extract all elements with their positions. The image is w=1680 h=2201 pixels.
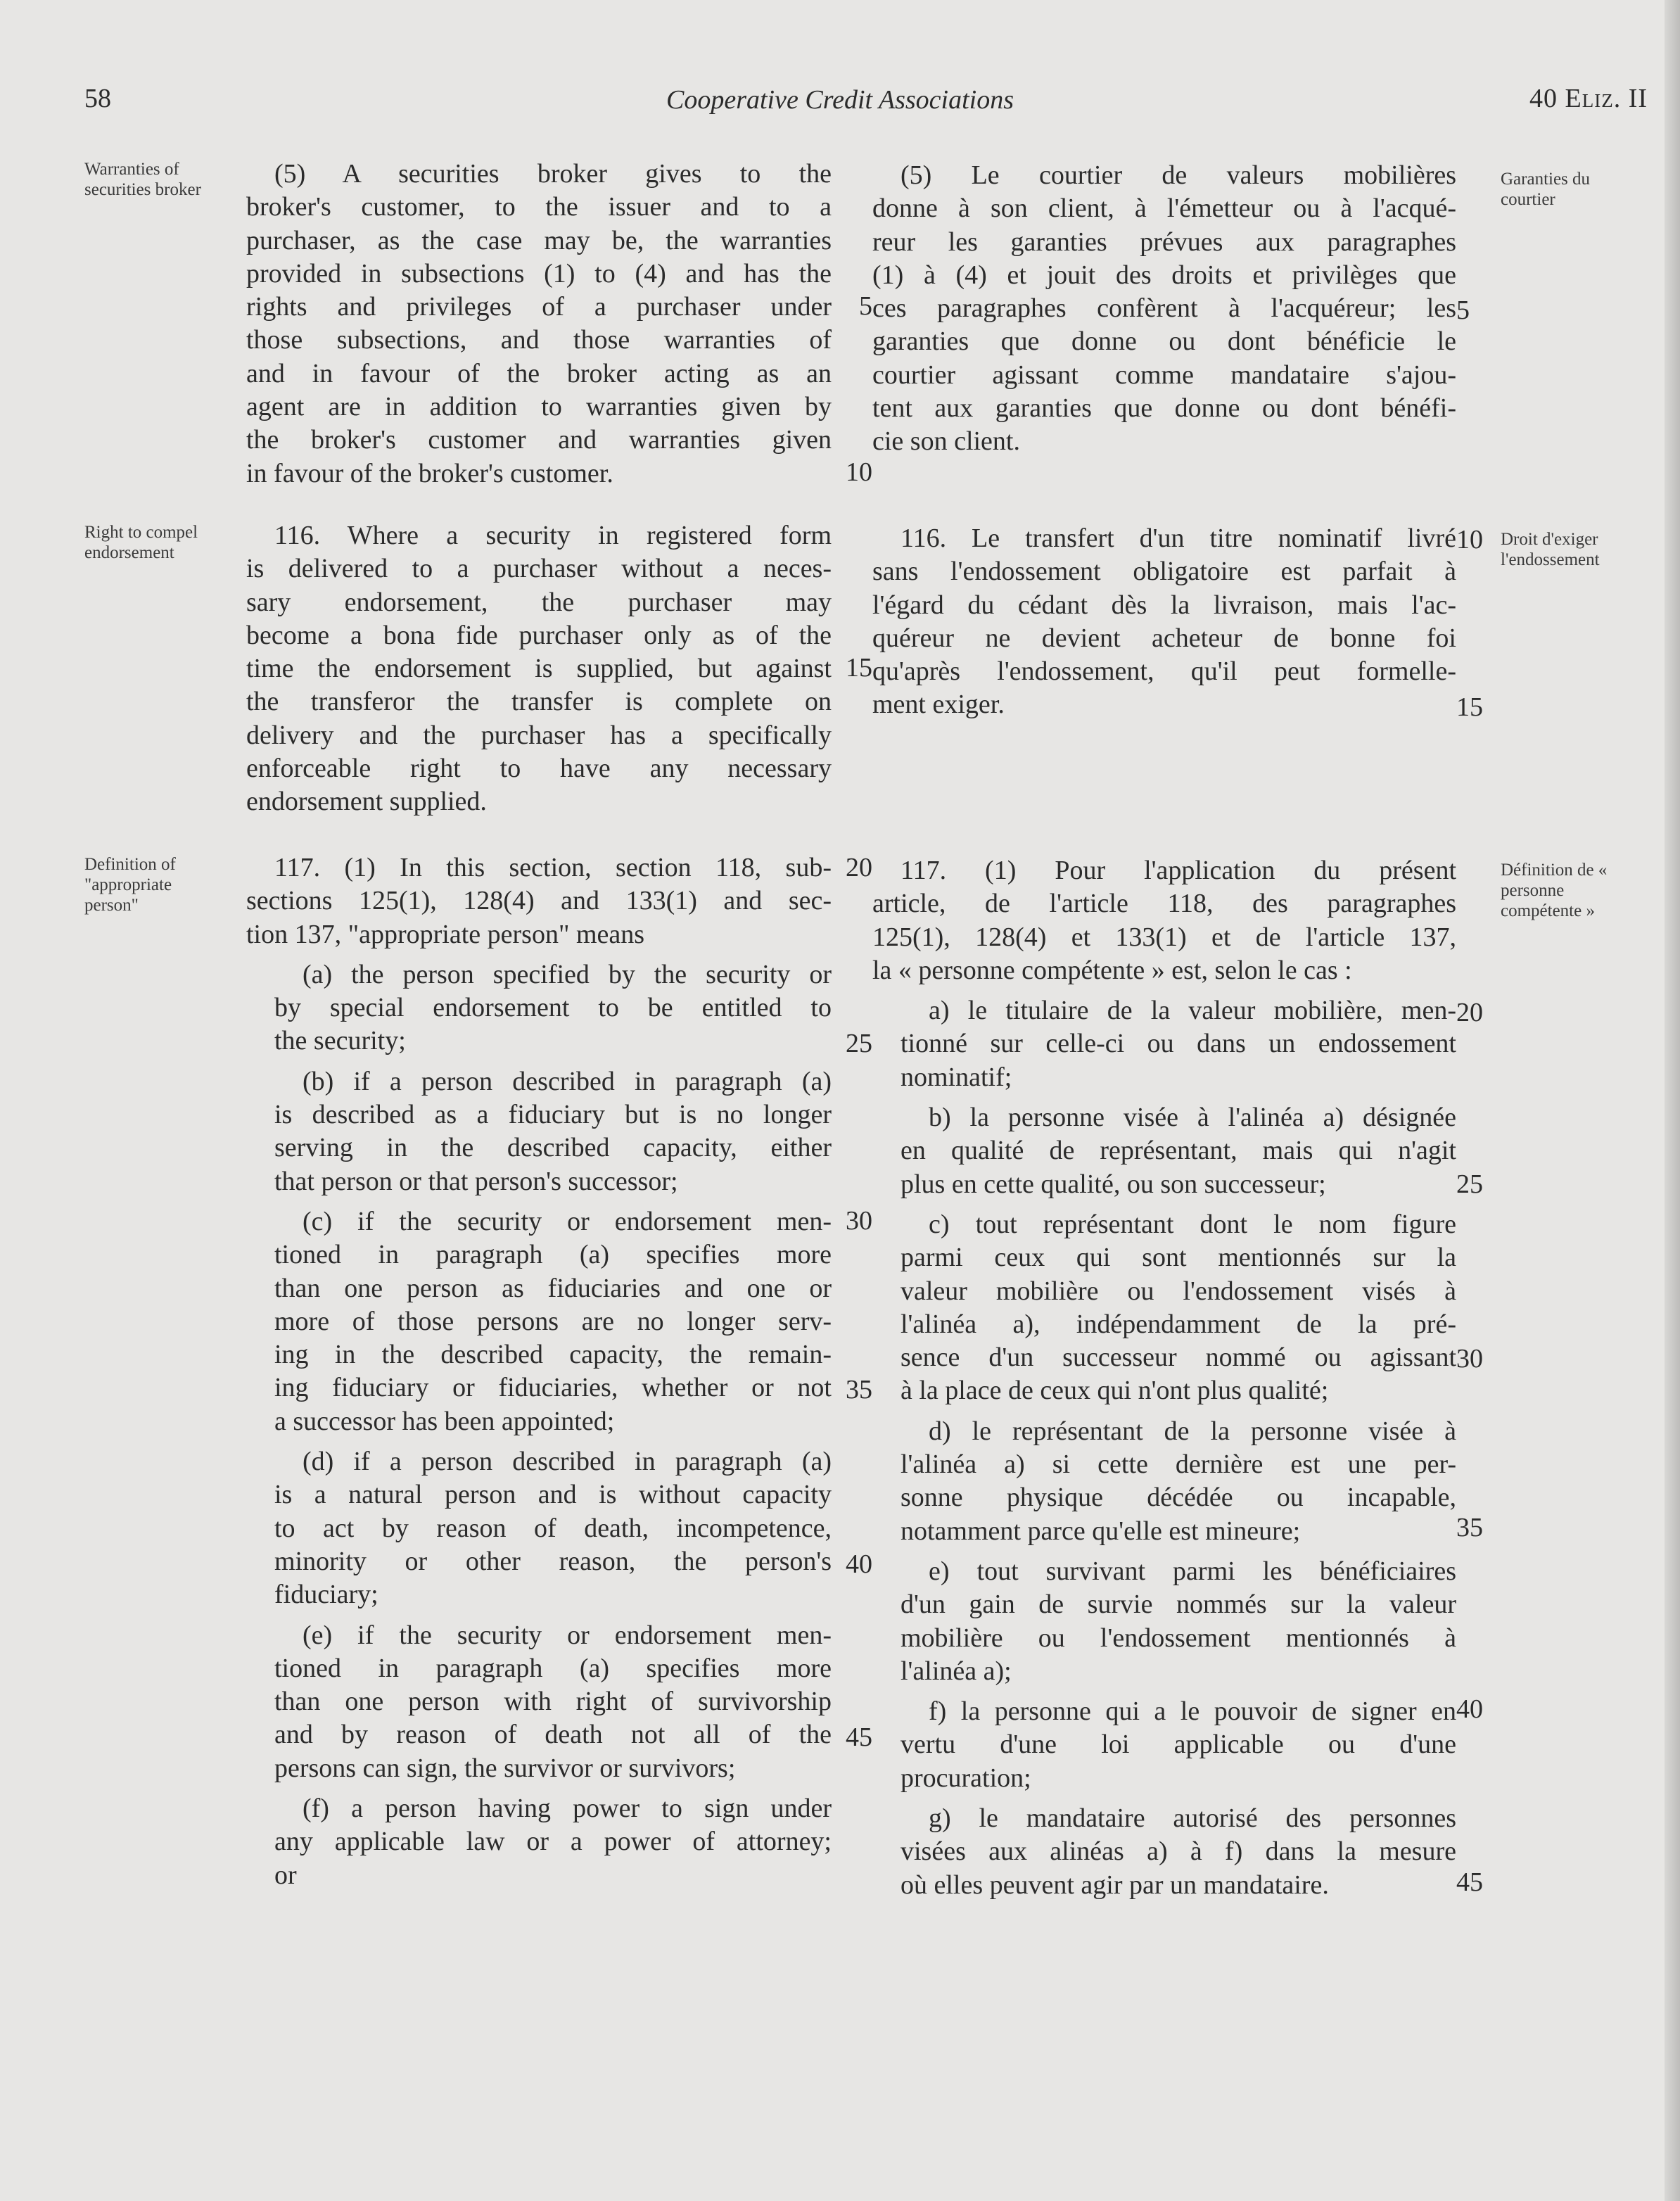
fr-paragraph-c	[872, 1208, 1456, 1408]
text-line: b) la personne visée à l'alinéa a) désignée	[929, 1103, 1456, 1133]
margin-note-right-to-compel-en: Right to compel endorsement	[84, 523, 198, 562]
text-line: enforceable right to have any necessary	[246, 754, 832, 784]
text-line: la « personne compétente » est, selon le cas :	[872, 955, 1352, 985]
text-line: g) le mandataire autorisé des personnes	[929, 1803, 1456, 1834]
text-line: où elles peuvent agir par un mandataire.	[901, 1870, 1329, 1900]
en-paragraph-b	[246, 1065, 832, 1198]
text-line: nominatif;	[901, 1062, 1012, 1092]
line-number-en: 25	[846, 1029, 872, 1058]
text-line: plus en cette qualité, ou son successeur;	[901, 1169, 1326, 1199]
text-line: valeur mobilière ou l'endossement visés à	[901, 1276, 1456, 1306]
line-number-fr: 20	[1456, 998, 1483, 1027]
text-line: and in favour of the broker acting as an	[246, 358, 832, 388]
fr-paragraph-g	[872, 1802, 1456, 1902]
line-number-fr: 15	[1456, 692, 1483, 722]
text-line: ces paragraphes confèrent à l'acquéreur; les	[872, 293, 1456, 324]
fr-paragraph-b	[872, 1101, 1456, 1201]
line-number-fr: 25	[1456, 1169, 1483, 1199]
line-number-fr: 45	[1456, 1867, 1483, 1897]
text-line: purchaser, as the case may be, the warranties	[246, 225, 832, 255]
line-number-fr: 10	[1456, 525, 1483, 554]
english-section-116	[246, 519, 832, 819]
text-line: procuration;	[901, 1763, 1031, 1793]
text-line: donne à son client, à l'émetteur ou à l'acqué-	[872, 194, 1456, 224]
text-line: vertu d'une loi applicable ou d'une	[901, 1730, 1456, 1760]
text-line: (d) if a person described in paragraph (a)	[303, 1447, 832, 1477]
text-line: d) le représentant de la personne visée à	[929, 1416, 1456, 1446]
text-line: (b) if a person described in paragraph (a)	[303, 1066, 832, 1096]
line-number-en: 5	[859, 291, 872, 321]
text-line: than one person as fiduciaries and one or	[274, 1273, 832, 1303]
text-line: d'un gain de survie nommés sur la valeur	[901, 1590, 1456, 1620]
line-number-fr: 5	[1456, 296, 1470, 325]
text-line: 116. Le transfert d'un titre nominatif livré	[901, 524, 1456, 553]
text-line: notamment parce qu'elle est mineure;	[901, 1516, 1301, 1546]
text-line: to act by reason of death, incompetence,	[274, 1513, 832, 1543]
text-line: that person or that person's successor;	[274, 1166, 678, 1196]
text-line: broker's customer, to the issuer and to a	[246, 192, 832, 222]
text-line: sections 125(1), 128(4) and 133(1) and sec-	[246, 886, 832, 916]
en-paragraph-f	[246, 1792, 832, 1892]
text-line: sence d'un successeur nommé ou agissant	[901, 1343, 1456, 1373]
regnal-year-number: 40	[1529, 84, 1558, 113]
text-line: reur les garanties prévues aux paragraphes	[872, 227, 1456, 257]
text-line: sary endorsement, the purchaser may	[246, 587, 832, 617]
text-line: (f) a person having power to sign under	[303, 1794, 832, 1824]
fr-paragraph-f	[872, 1695, 1456, 1795]
text-line: any applicable law or a power of attorney;	[274, 1827, 832, 1857]
text-line: fiduciary;	[274, 1580, 378, 1610]
text-line: time the endorsement is supplied, but against	[246, 654, 832, 684]
text-line: become a bona fide purchaser only as of the	[246, 620, 832, 650]
text-line: 117. (1) In this section, section 118, sub-	[274, 853, 832, 882]
text-line: mobilière ou l'endossement mentionnés à	[901, 1623, 1456, 1653]
text-line: visées aux alinéas a) à f) dans la mesure	[901, 1837, 1456, 1867]
fr-paragraph-d	[872, 1415, 1456, 1548]
text-line: rights and privileges of a purchaser under	[246, 292, 832, 322]
en-paragraph-d	[246, 1445, 832, 1611]
text-line: ment exiger.	[872, 690, 1005, 720]
text-line: tent aux garanties que donne ou dont bénéfi-	[872, 393, 1456, 424]
margin-note-warranties-fr: Garanties du courtier	[1501, 170, 1591, 209]
text-line: persons can sign, the survivor or survivors;	[274, 1753, 736, 1783]
line-number-en: 10	[846, 457, 872, 487]
text-line: is delivered to a purchaser without a neces-	[246, 554, 832, 584]
text-line: ing fiduciary or fiduciaries, whether or not	[274, 1373, 832, 1403]
text-line: those subsections, and those warranties of	[246, 325, 832, 355]
text-line: agent are in addition to warranties given by	[246, 392, 832, 422]
text-line: serving in the described capacity, either	[274, 1133, 832, 1163]
text-line: tion 137, "appropriate person" means	[246, 919, 645, 949]
regnal-year-reign: Eliz. II	[1565, 84, 1648, 113]
english-column	[246, 158, 832, 490]
french-subsection-115-5	[872, 159, 1456, 459]
text-line: l'alinéa a);	[901, 1656, 1012, 1686]
page-edge-shadow	[1665, 0, 1680, 2201]
text-line: a successor has been appointed;	[274, 1406, 615, 1436]
text-line: 125(1), 128(4) et 133(1) et de l'article 137,	[872, 922, 1456, 952]
text-line: quéreur ne devient acheteur de bonne foi	[872, 623, 1456, 653]
regnal-year	[1529, 83, 1648, 114]
text-line: en qualité de représentant, mais qui n'agit	[901, 1136, 1456, 1166]
line-number-en: 15	[846, 653, 872, 683]
text-line: (a) the person specified by the security or	[303, 959, 832, 989]
text-line: the security;	[274, 1026, 406, 1056]
text-line: (c) if the security or endorsement men-	[303, 1206, 832, 1236]
line-number-en: 45	[846, 1723, 872, 1752]
english-section-117	[246, 851, 832, 1892]
text-line: parmi ceux qui sont mentionnés sur la	[901, 1243, 1456, 1273]
french-section-116	[872, 522, 1456, 722]
margin-note-definition-fr: Définition de « personne compétente »	[1501, 861, 1608, 920]
line-number-en: 40	[846, 1549, 872, 1579]
margin-note-definition-en: Definition of "appropriate person"	[84, 855, 176, 915]
en-paragraph-c	[246, 1205, 832, 1438]
text-line: tioned in paragraph (a) specifies more	[274, 1653, 832, 1683]
text-line: l'alinéa a) si cette dernière est une per-	[901, 1450, 1456, 1480]
en-paragraph-e	[246, 1619, 832, 1785]
text-line: tionné sur celle-ci ou dans un endossement	[901, 1029, 1456, 1059]
line-number-fr: 35	[1456, 1513, 1483, 1542]
text-line: sans l'endossement obligatoire est parfait à	[872, 557, 1456, 587]
text-line: e) tout survivant parmi les bénéficiaires	[929, 1556, 1456, 1586]
line-number-en: 30	[846, 1206, 872, 1236]
text-line: 117. (1) Pour l'application du présent	[901, 856, 1456, 885]
text-line: courtier agissant comme mandataire s'ajou-	[872, 360, 1456, 390]
text-line: is described as a fiduciary but is no longer	[274, 1100, 832, 1130]
text-line: provided in subsections (1) to (4) and has the	[246, 258, 832, 288]
text-line: in favour of the broker's customer.	[246, 458, 613, 488]
text-line: by special endorsement to be entitled to	[274, 993, 832, 1023]
line-number-en: 35	[846, 1375, 872, 1404]
text-line: is a natural person and is without capacity	[274, 1480, 832, 1510]
text-line: the transferor the transfer is complete on	[246, 687, 832, 717]
text-line: qu'après l'endossement, qu'il peut formelle-	[872, 657, 1456, 687]
line-number-fr: 40	[1456, 1694, 1483, 1724]
text-line: cie son client.	[872, 426, 1020, 457]
text-line: (1) à (4) et jouit des droits et privilèges que	[872, 260, 1456, 290]
page-number: 58	[84, 84, 111, 113]
fr-paragraph-e	[872, 1555, 1456, 1688]
text-line: more of those persons are no longer serv-	[274, 1306, 832, 1336]
en-paragraph-a	[246, 958, 832, 1058]
text-line: endorsement supplied.	[246, 787, 487, 817]
french-section-117	[872, 854, 1456, 1902]
text-line: ing in the described capacity, the remain-	[274, 1340, 832, 1370]
text-line: garanties que donne ou dont bénéficie le	[872, 326, 1456, 357]
line-number-en: 20	[846, 853, 872, 882]
fr-paragraph-a	[872, 994, 1456, 1094]
margin-note-right-to-compel-fr: Droit d'exiger l'endossement	[1501, 530, 1600, 569]
line-number-fr: 30	[1456, 1344, 1483, 1374]
margin-note-warranties-en: Warranties of securities broker	[84, 160, 201, 199]
running-title: Cooperative Credit Associations	[666, 85, 1014, 115]
text-line: the broker's customer and warranties given	[246, 425, 832, 455]
text-line: and by reason of death not all of the	[274, 1720, 832, 1750]
text-line: tioned in paragraph (a) specifies more	[274, 1240, 832, 1270]
text-line: (e) if the security or endorsement men-	[303, 1620, 832, 1650]
text-line: l'égard du cédant dès la livraison, mais l'ac-	[872, 590, 1456, 620]
text-line: or	[274, 1860, 297, 1890]
text-line: sonne physique décédée ou incapable,	[901, 1483, 1456, 1513]
text-line: (5) A securities broker gives to the	[274, 159, 832, 189]
text-line: l'alinéa a), indépendamment de la pré-	[901, 1309, 1456, 1339]
text-line: delivery and the purchaser has a specifically	[246, 720, 832, 750]
text-line: à la place de ceux qui n'ont plus qualité;	[901, 1376, 1329, 1406]
text-line: a) le titulaire de la valeur mobilière, men-	[929, 996, 1456, 1026]
text-line: than one person with right of survivorship	[274, 1687, 832, 1717]
text-line: article, de l'article 118, des paragraphes	[872, 889, 1456, 919]
en-subsection-115-5	[246, 158, 832, 490]
text-line: minority or other reason, the person's	[274, 1546, 832, 1576]
text-line: 116. Where a security in registered form	[274, 521, 832, 550]
text-line: (5) Le courtier de valeurs mobilières	[901, 160, 1456, 190]
text-line: c) tout représentant dont le nom figure	[929, 1209, 1456, 1239]
text-line: f) la personne qui a le pouvoir de signer en	[929, 1696, 1456, 1727]
